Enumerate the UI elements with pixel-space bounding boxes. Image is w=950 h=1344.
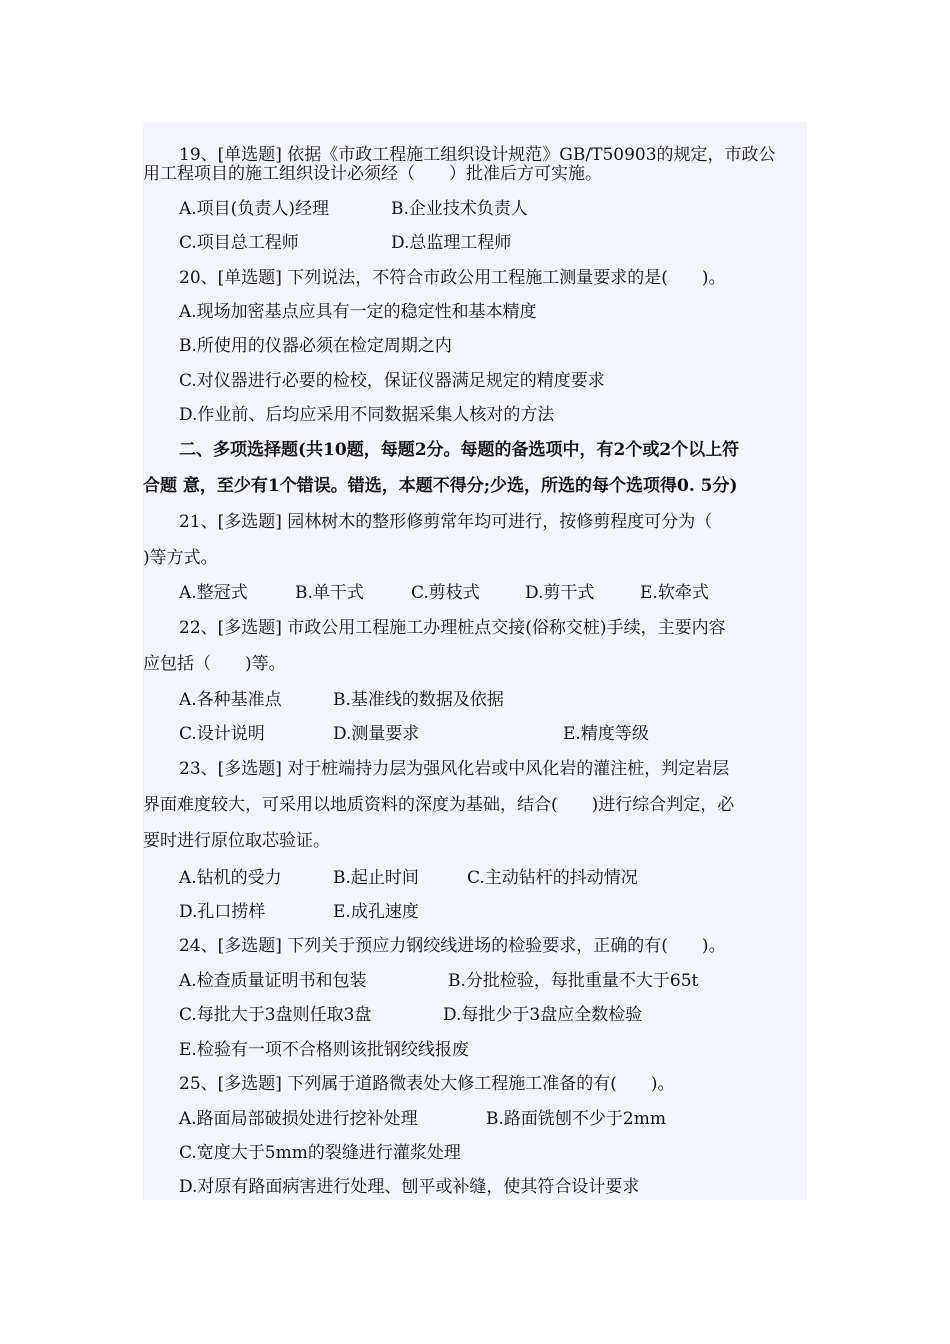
question-21-option-e: E.软牵式 xyxy=(640,583,709,603)
question-23-options-row-2 xyxy=(143,895,807,929)
question-23-option-c: C.主动钻杆的抖动情况 xyxy=(467,868,638,888)
question-22-text: 22、[多选题] 市政公用工程施工办理桩点交接(俗称交桩)手续，主要内容 xyxy=(179,618,726,638)
question-24-option-a: A.检查质量证明书和包装 xyxy=(179,971,367,991)
question-23-text: 23、[多选题] 对于桩端持力层为强风化岩或中风化岩的灌注桩，判定岩层 xyxy=(179,759,730,779)
question-24-options-row-2 xyxy=(143,998,807,1032)
question-23-options-row-1 xyxy=(143,861,807,895)
question-22-text-cont: 应包括（ )等。 xyxy=(143,654,286,674)
question-23-text-cont-2: 要时进行原位取芯验证。 xyxy=(143,831,330,851)
question-22-option-b: B.基准线的数据及依据 xyxy=(333,690,504,710)
question-23-option-b: B.起止时间 xyxy=(333,868,419,888)
question-19-text-cont: 用工程项目的施工组织设计必须经（ ）批准后方可实施。 xyxy=(143,164,602,184)
question-21-text: 21、[多选题] 园林树木的整形修剪常年均可进行，按修剪程度可分为（ xyxy=(179,512,713,532)
question-22-options-row-1 xyxy=(143,683,807,717)
question-23-option-e: E.成孔速度 xyxy=(333,902,419,922)
question-21-option-d: D.剪干式 xyxy=(525,583,595,603)
question-24-options-row-1 xyxy=(143,964,807,998)
question-24-option-d: D.每批少于3盘应全数检验 xyxy=(443,1005,643,1025)
question-22-option-e: E.精度等级 xyxy=(563,724,649,744)
question-25-text: 25、[多选题] 下列属于道路微表处大修工程施工准备的有( )。 xyxy=(179,1074,675,1094)
question-19-option-b: B.企业技术负责人 xyxy=(391,199,528,219)
question-21-option-a: A.整冠式 xyxy=(179,583,248,603)
question-24-option-c: C.每批大于3盘则任取3盘 xyxy=(179,1005,372,1025)
question-25-option-a: A.路面局部破损处进行挖补处理 xyxy=(179,1109,418,1129)
question-19-options-row-2 xyxy=(143,226,807,260)
question-23-text-cont-1: 界面难度较大，可采用以地质资料的深度为基础，结合( )进行综合判定，必 xyxy=(143,795,735,815)
question-25-options-row-1 xyxy=(143,1102,807,1136)
question-25-option-b: B.路面铣刨不少于2mm xyxy=(486,1109,666,1129)
question-19-options-row-1 xyxy=(143,192,807,226)
section-2-heading: 二、多项选择题(共10题，每题2分。每题的备选项中，有2个或2个以上符 xyxy=(179,440,740,460)
question-20-option-c: C.对仪器进行必要的检校，保证仪器满足规定的精度要求 xyxy=(179,371,605,391)
question-25-option-c: C.宽度大于5mm的裂缝进行灌浆处理 xyxy=(179,1143,461,1163)
question-24-text: 24、[多选题] 下列关于预应力钢绞线进场的检验要求，正确的有( )。 xyxy=(179,936,726,956)
question-22-options-row-2 xyxy=(143,717,807,751)
question-19-option-a: A.项目(负责人)经理 xyxy=(179,199,329,219)
question-19-text: 19、[单选题] 依据《市政工程施工组织设计规范》GB/T50903的规定，市政公 xyxy=(179,145,776,165)
question-19-option-d: D.总监理工程师 xyxy=(391,233,512,253)
question-24-option-e: E.检验有一项不合格则该批钢绞线报废 xyxy=(179,1040,469,1060)
question-22-option-d: D.测量要求 xyxy=(333,724,420,744)
question-25-option-d: D.对原有路面病害进行处理、刨平或补缝，使其符合设计要求 xyxy=(179,1177,640,1197)
question-20-text: 20、[单选题] 下列说法，不符合市政公用工程施工测量要求的是( )。 xyxy=(179,268,726,288)
question-24-option-b: B.分批检验，每批重量不大于65t xyxy=(448,971,699,991)
question-19-option-c: C.项目总工程师 xyxy=(179,233,299,253)
section-2-heading-cont: 合题 意，至少有1个错误。错选，本题不得分;少选，所选的每个选项得0. 5分) xyxy=(143,476,738,496)
question-21-option-b: B.单干式 xyxy=(295,583,364,603)
question-23-option-d: D.孔口捞样 xyxy=(179,902,266,922)
question-21-option-c: C.剪枝式 xyxy=(411,583,480,603)
question-20-option-b: B.所使用的仪器必须在检定周期之内 xyxy=(179,336,452,356)
question-23-option-a: A.钻机的受力 xyxy=(179,868,282,888)
question-20-option-d: D.作业前、后均应采用不同数据采集人核对的方法 xyxy=(179,405,555,425)
question-22-option-a: A.各种基准点 xyxy=(179,690,282,710)
question-22-option-c: C.设计说明 xyxy=(179,724,265,744)
question-21-text-cont: )等方式。 xyxy=(143,548,218,568)
question-20-option-a: A.现场加密基点应具有一定的稳定性和基本精度 xyxy=(179,302,537,322)
question-21-options-row xyxy=(143,576,807,610)
